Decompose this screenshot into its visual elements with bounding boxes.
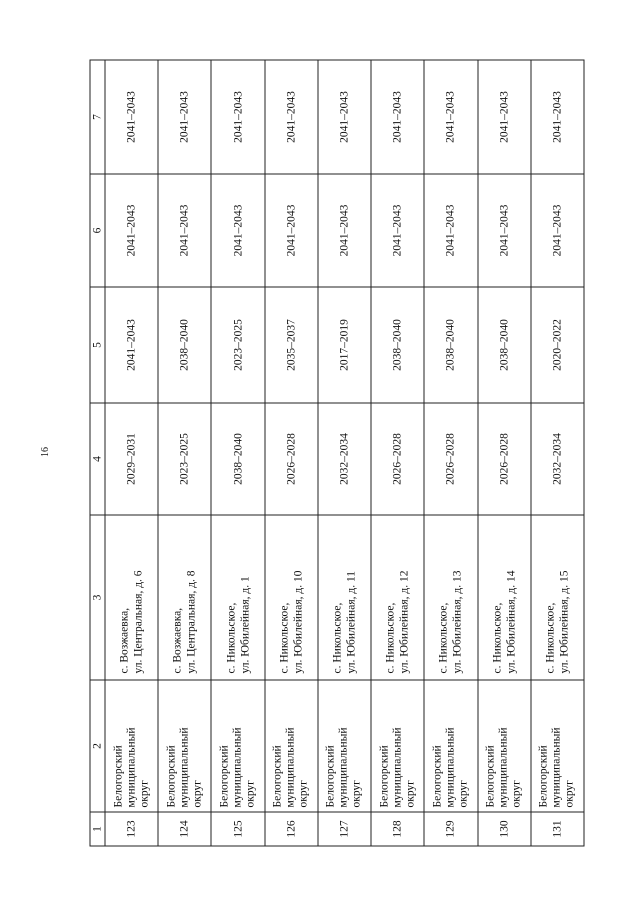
address-cell bbox=[105, 515, 158, 680]
address-cell bbox=[317, 515, 370, 680]
row-number-cell: 129 bbox=[424, 812, 477, 846]
address-line: с. Возжаевка, bbox=[118, 607, 131, 673]
header-cell-1: 1 bbox=[90, 812, 105, 846]
header-row bbox=[90, 60, 105, 846]
period-cell-4: 2023–2025 bbox=[158, 403, 211, 515]
district-line: Белогорский bbox=[164, 744, 177, 807]
district-line: муниципальный bbox=[177, 726, 190, 807]
period-cell-5: 2023–2025 bbox=[211, 287, 264, 403]
district-cell bbox=[158, 680, 211, 812]
table-row bbox=[105, 60, 158, 846]
district-line: округ bbox=[456, 779, 469, 807]
schedule-table bbox=[89, 59, 584, 846]
period-cell-4: 2026–2028 bbox=[371, 403, 424, 515]
header-cell-7: 7 bbox=[90, 60, 105, 174]
period-cell-5: 2020–2022 bbox=[530, 287, 583, 403]
period-cell-7: 2041–2043 bbox=[530, 60, 583, 174]
address-line: с. Никольское, bbox=[437, 602, 450, 673]
table-row bbox=[317, 60, 370, 846]
period-cell-6: 2041–2043 bbox=[264, 174, 317, 287]
period-cell-5: 2017–2019 bbox=[317, 287, 370, 403]
district-line: Белогорский bbox=[271, 744, 284, 807]
period-cell-4: 2032–2034 bbox=[530, 403, 583, 515]
address-line: ул. Юбилейная, д. 10 bbox=[291, 570, 304, 673]
address-cell bbox=[424, 515, 477, 680]
period-cell-6: 2041–2043 bbox=[105, 174, 158, 287]
district-line: Белогорский bbox=[430, 744, 443, 807]
period-cell-5: 2038–2040 bbox=[371, 287, 424, 403]
period-cell-5: 2035–2037 bbox=[264, 287, 317, 403]
address-cell bbox=[158, 515, 211, 680]
district-line: Белогорский bbox=[111, 744, 124, 807]
table-row bbox=[477, 60, 530, 846]
row-number-cell: 127 bbox=[317, 812, 370, 846]
address-line: ул. Юбилейная, д. 1 bbox=[238, 575, 251, 673]
district-line: округ bbox=[350, 779, 363, 807]
district-cell bbox=[477, 680, 530, 812]
district-line: муниципальный bbox=[284, 726, 297, 807]
period-cell-6: 2041–2043 bbox=[317, 174, 370, 287]
period-cell-5: 2038–2040 bbox=[424, 287, 477, 403]
district-cell bbox=[530, 680, 583, 812]
district-line: муниципальный bbox=[337, 726, 350, 807]
table-row bbox=[371, 60, 424, 846]
district-cell bbox=[105, 680, 158, 812]
row-number-cell: 124 bbox=[158, 812, 211, 846]
period-cell-7: 2041–2043 bbox=[424, 60, 477, 174]
header-cell-3: 3 bbox=[90, 515, 105, 680]
district-line: округ bbox=[244, 779, 257, 807]
period-cell-4: 2026–2028 bbox=[264, 403, 317, 515]
table-row bbox=[158, 60, 211, 846]
address-line: с. Никольское, bbox=[330, 602, 343, 673]
table-row bbox=[264, 60, 317, 846]
address-cell bbox=[530, 515, 583, 680]
address-line: с. Возжаевка, bbox=[171, 607, 184, 673]
district-line: муниципальный bbox=[390, 726, 403, 807]
address-line: ул. Юбилейная, д. 12 bbox=[398, 570, 411, 673]
address-line: с. Никольское, bbox=[277, 602, 290, 673]
header-cell-6: 6 bbox=[90, 174, 105, 287]
period-cell-7: 2041–2043 bbox=[477, 60, 530, 174]
district-line: Белогорский bbox=[537, 744, 550, 807]
district-cell bbox=[264, 680, 317, 812]
period-cell-7: 2041–2043 bbox=[264, 60, 317, 174]
rotated-table-container bbox=[89, 60, 584, 846]
address-line: ул. Юбилейная, д. 14 bbox=[504, 570, 517, 673]
address-cell bbox=[211, 515, 264, 680]
period-cell-7: 2041–2043 bbox=[371, 60, 424, 174]
row-number-cell: 125 bbox=[211, 812, 264, 846]
address-line: с. Никольское, bbox=[543, 602, 556, 673]
district-line: округ bbox=[510, 779, 523, 807]
period-cell-4: 2026–2028 bbox=[424, 403, 477, 515]
period-cell-6: 2041–2043 bbox=[477, 174, 530, 287]
district-line: муниципальный bbox=[124, 726, 137, 807]
district-line: округ bbox=[137, 779, 150, 807]
period-cell-4: 2029–2031 bbox=[105, 403, 158, 515]
period-cell-6: 2041–2043 bbox=[371, 174, 424, 287]
district-line: муниципальный bbox=[231, 726, 244, 807]
table-body bbox=[105, 60, 584, 846]
period-cell-5: 2041–2043 bbox=[105, 287, 158, 403]
district-cell bbox=[317, 680, 370, 812]
district-line: Белогорский bbox=[324, 744, 337, 807]
period-cell-7: 2041–2043 bbox=[158, 60, 211, 174]
row-number-cell: 131 bbox=[530, 812, 583, 846]
district-line: округ bbox=[190, 779, 203, 807]
address-line: ул. Юбилейная, д. 13 bbox=[451, 570, 464, 673]
table-row bbox=[424, 60, 477, 846]
page-number: 16 bbox=[40, 447, 51, 457]
district-line: муниципальный bbox=[497, 726, 510, 807]
period-cell-5: 2038–2040 bbox=[477, 287, 530, 403]
header-cell-5: 5 bbox=[90, 287, 105, 403]
row-number-cell: 123 bbox=[105, 812, 158, 846]
period-cell-5: 2038–2040 bbox=[158, 287, 211, 403]
table-row bbox=[211, 60, 264, 846]
address-line: ул. Центральная, д. 8 bbox=[185, 569, 198, 673]
district-line: округ bbox=[563, 779, 576, 807]
period-cell-6: 2041–2043 bbox=[211, 174, 264, 287]
period-cell-6: 2041–2043 bbox=[158, 174, 211, 287]
address-cell bbox=[264, 515, 317, 680]
row-number-cell: 128 bbox=[371, 812, 424, 846]
district-line: округ bbox=[403, 779, 416, 807]
district-cell bbox=[371, 680, 424, 812]
address-line: с. Никольское, bbox=[224, 602, 237, 673]
address-line: с. Никольское, bbox=[384, 602, 397, 673]
district-line: Белогорский bbox=[218, 744, 231, 807]
address-line: с. Никольское, bbox=[490, 602, 503, 673]
period-cell-7: 2041–2043 bbox=[105, 60, 158, 174]
address-line: ул. Юбилейная, д. 11 bbox=[344, 570, 357, 673]
district-cell bbox=[211, 680, 264, 812]
row-number-cell: 130 bbox=[477, 812, 530, 846]
address-cell bbox=[371, 515, 424, 680]
district-line: муниципальный bbox=[550, 726, 563, 807]
address-cell bbox=[477, 515, 530, 680]
address-line: ул. Юбилейная, д. 15 bbox=[557, 570, 570, 673]
row-number-cell: 126 bbox=[264, 812, 317, 846]
district-line: муниципальный bbox=[443, 726, 456, 807]
table-row bbox=[530, 60, 583, 846]
period-cell-7: 2041–2043 bbox=[211, 60, 264, 174]
period-cell-4: 2032–2034 bbox=[317, 403, 370, 515]
district-cell bbox=[424, 680, 477, 812]
header-cell-2: 2 bbox=[90, 680, 105, 812]
district-line: округ bbox=[297, 779, 310, 807]
district-line: Белогорский bbox=[484, 744, 497, 807]
period-cell-4: 2038–2040 bbox=[211, 403, 264, 515]
address-line: ул. Центральная, д. 6 bbox=[132, 569, 145, 673]
period-cell-6: 2041–2043 bbox=[530, 174, 583, 287]
period-cell-7: 2041–2043 bbox=[317, 60, 370, 174]
period-cell-6: 2041–2043 bbox=[424, 174, 477, 287]
period-cell-4: 2026–2028 bbox=[477, 403, 530, 515]
header-cell-4: 4 bbox=[90, 403, 105, 515]
district-line: Белогорский bbox=[377, 744, 390, 807]
